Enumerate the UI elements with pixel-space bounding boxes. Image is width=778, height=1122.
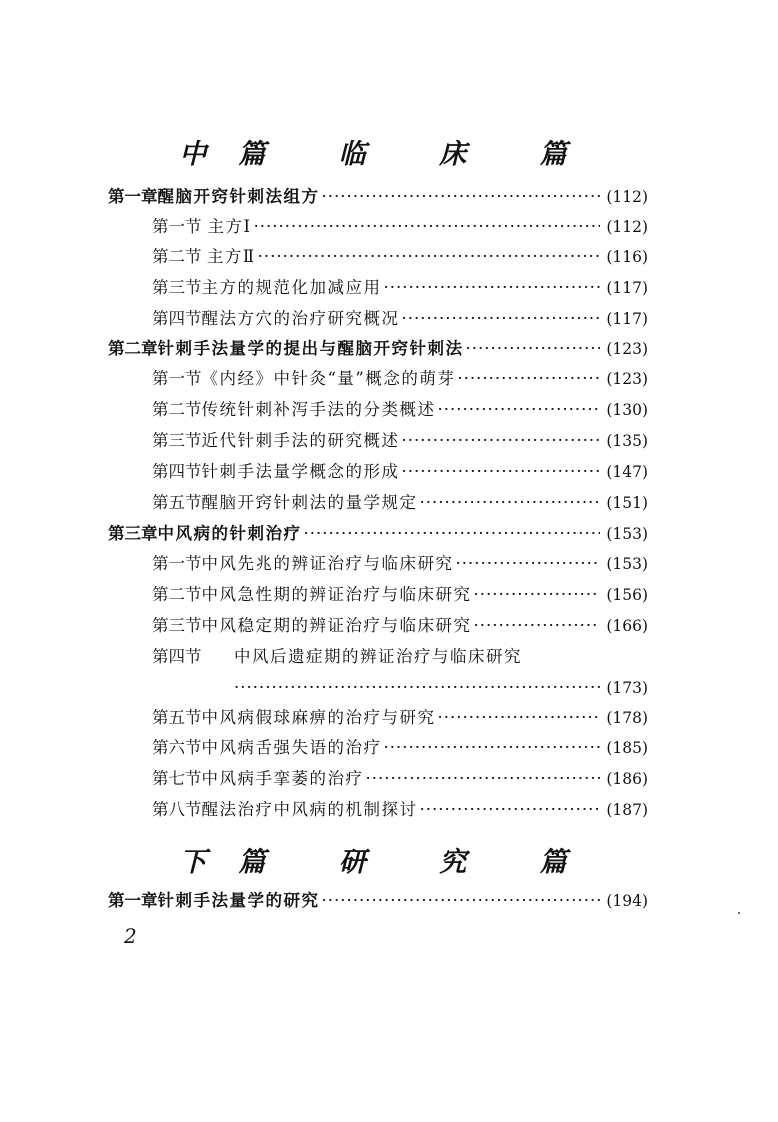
- toc-section-3-7[interactable]: [152, 764, 648, 794]
- dot-leader: [474, 611, 601, 641]
- toc-section-3-2[interactable]: [152, 580, 648, 610]
- section-title: 中风急性期的辨证治疗与临床研究: [201, 585, 472, 604]
- section-title: 中风病手挛萎的治疗: [201, 769, 364, 788]
- section-title: 醒法方穴的治疗研究概况: [201, 309, 400, 328]
- section-number: 第八节: [152, 800, 202, 819]
- page-ref: (187): [606, 801, 648, 819]
- section-title: 《内经》中针灸“量”概念的萌芽: [201, 369, 456, 388]
- page-ref: (153): [606, 525, 648, 543]
- dot-leader: [438, 395, 601, 425]
- chapter-number: 第一章: [108, 891, 158, 910]
- dot-leader: [457, 364, 600, 394]
- dot-leader: [366, 764, 601, 794]
- section-number: 第四节: [152, 462, 202, 481]
- page-number: 2: [124, 924, 137, 948]
- dot-leader: [456, 549, 601, 579]
- section-number: 第二节: [152, 247, 202, 266]
- chapter-title: 醒脑开窍针刺法组方: [157, 187, 320, 206]
- section-title: 针刺手法量学概念的形成: [201, 462, 400, 481]
- toc-section-3-4-continuation[interactable]: [234, 673, 648, 703]
- toc-section-2-3[interactable]: [152, 426, 648, 456]
- dot-leader: [384, 733, 601, 763]
- page-ref: (117): [606, 310, 648, 328]
- section-title: 中风先兆的辨证治疗与临床研究: [201, 554, 454, 573]
- dot-leader: [420, 795, 601, 825]
- page-ref: (130): [606, 401, 648, 419]
- section-title: 中风后遗症期的辨证治疗与临床研究: [234, 647, 522, 666]
- chapter-number: 第一章: [108, 187, 158, 206]
- toc-section-3-1[interactable]: [152, 549, 648, 579]
- chapter-number: 第三章: [108, 524, 158, 543]
- middle-part-title: 中篇 临 床 篇: [179, 139, 599, 170]
- page-ref: (173): [606, 679, 648, 697]
- page-ref: (135): [606, 432, 648, 450]
- toc-section-2-4[interactable]: [152, 457, 648, 487]
- chapter-number: 第二章: [108, 339, 158, 358]
- toc-lower-chapter-1[interactable]: [108, 886, 648, 916]
- toc-section-3-6[interactable]: [152, 733, 648, 763]
- section-number: 第四节: [152, 309, 202, 328]
- section-number: 第五节: [152, 708, 202, 727]
- page-ref: (156): [606, 586, 648, 604]
- toc-section-3-3[interactable]: [152, 611, 648, 641]
- dot-leader: [402, 304, 601, 334]
- page-ref: (185): [606, 739, 648, 757]
- print-speck: [738, 912, 740, 914]
- section-number: 第六节: [152, 738, 202, 757]
- dot-leader: [466, 334, 601, 364]
- section-title: 传统针刺补泻手法的分类概述: [201, 400, 436, 419]
- section-number: 第一节: [152, 369, 202, 388]
- dot-leader: [258, 242, 601, 272]
- section-title: 主方的规范化加减应用: [201, 278, 382, 297]
- dot-leader: [402, 426, 601, 456]
- chapter-title: 针刺手法量学的研究: [157, 891, 320, 910]
- section-title: 醒脑开窍针刺法的量学规定: [201, 493, 418, 512]
- page-ref: (116): [606, 248, 648, 266]
- section-number: 第一节: [152, 554, 202, 573]
- dot-leader: [254, 212, 601, 242]
- dot-leader: [322, 886, 601, 916]
- page-ref: (117): [606, 279, 648, 297]
- section-title: 中风稳定期的辨证治疗与临床研究: [201, 616, 472, 635]
- toc-chapter-1[interactable]: [108, 182, 648, 212]
- section-title: 主方Ⅱ: [206, 247, 256, 266]
- section-number: 第二节: [152, 400, 202, 419]
- page-ref: (166): [606, 617, 648, 635]
- toc-section-3-5[interactable]: [152, 703, 648, 733]
- dot-leader: [402, 457, 601, 487]
- section-title: 醒法治疗中风病的机制探讨: [201, 800, 418, 819]
- section-number: 第三节: [152, 616, 202, 635]
- toc-chapter-3[interactable]: [108, 519, 648, 549]
- page-ref: (178): [606, 709, 648, 727]
- lower-part-title: 下篇 研 究 篇: [179, 847, 599, 878]
- page-ref: (112): [606, 218, 648, 236]
- toc-section-1-3[interactable]: [152, 273, 648, 303]
- page-ref: (151): [606, 494, 648, 512]
- page-ref: (112): [606, 188, 648, 206]
- toc-section-2-1[interactable]: [152, 364, 648, 394]
- dot-leader: [234, 673, 600, 703]
- toc-section-2-5[interactable]: [152, 488, 648, 518]
- section-number: 第一节: [152, 217, 202, 236]
- section-title: 近代针刺手法的研究概述: [201, 431, 400, 450]
- dot-leader: [474, 580, 601, 610]
- page-ref: (123): [606, 370, 648, 388]
- page-ref: (147): [606, 463, 648, 481]
- chapter-title: 针刺手法量学的提出与醒脑开窍针刺法: [157, 339, 464, 358]
- section-number: 第二节: [152, 585, 202, 604]
- page-ref: (123): [606, 340, 648, 358]
- page-ref: (194): [606, 892, 648, 910]
- chapter-title: 中风病的针刺治疗: [157, 524, 302, 543]
- section-title: 中风病舌强失语的治疗: [201, 738, 382, 757]
- page-ref: (153): [606, 555, 648, 573]
- section-number: 第七节: [152, 769, 202, 788]
- section-title: 主方Ⅰ: [207, 217, 252, 236]
- dot-leader: [304, 519, 601, 549]
- section-number: 第三节: [152, 431, 202, 450]
- toc-chapter-2[interactable]: [108, 334, 648, 364]
- section-number: 第四节: [152, 647, 202, 666]
- toc-section-3-8[interactable]: [152, 795, 648, 825]
- section-number: 第五节: [152, 493, 202, 512]
- section-title: 中风病假球麻痹的治疗与研究: [201, 708, 436, 727]
- toc-section-1-4[interactable]: [152, 304, 648, 334]
- dot-leader: [438, 703, 601, 733]
- toc-section-1-2[interactable]: [152, 242, 648, 272]
- toc-section-3-4[interactable]: [152, 642, 648, 672]
- dot-leader: [420, 488, 601, 518]
- dot-leader: [322, 182, 601, 212]
- toc-section-1-1[interactable]: [152, 212, 648, 242]
- dot-leader: [384, 273, 601, 303]
- page-ref: (186): [606, 770, 648, 788]
- toc-section-2-2[interactable]: [152, 395, 648, 425]
- section-number: 第三节: [152, 278, 202, 297]
